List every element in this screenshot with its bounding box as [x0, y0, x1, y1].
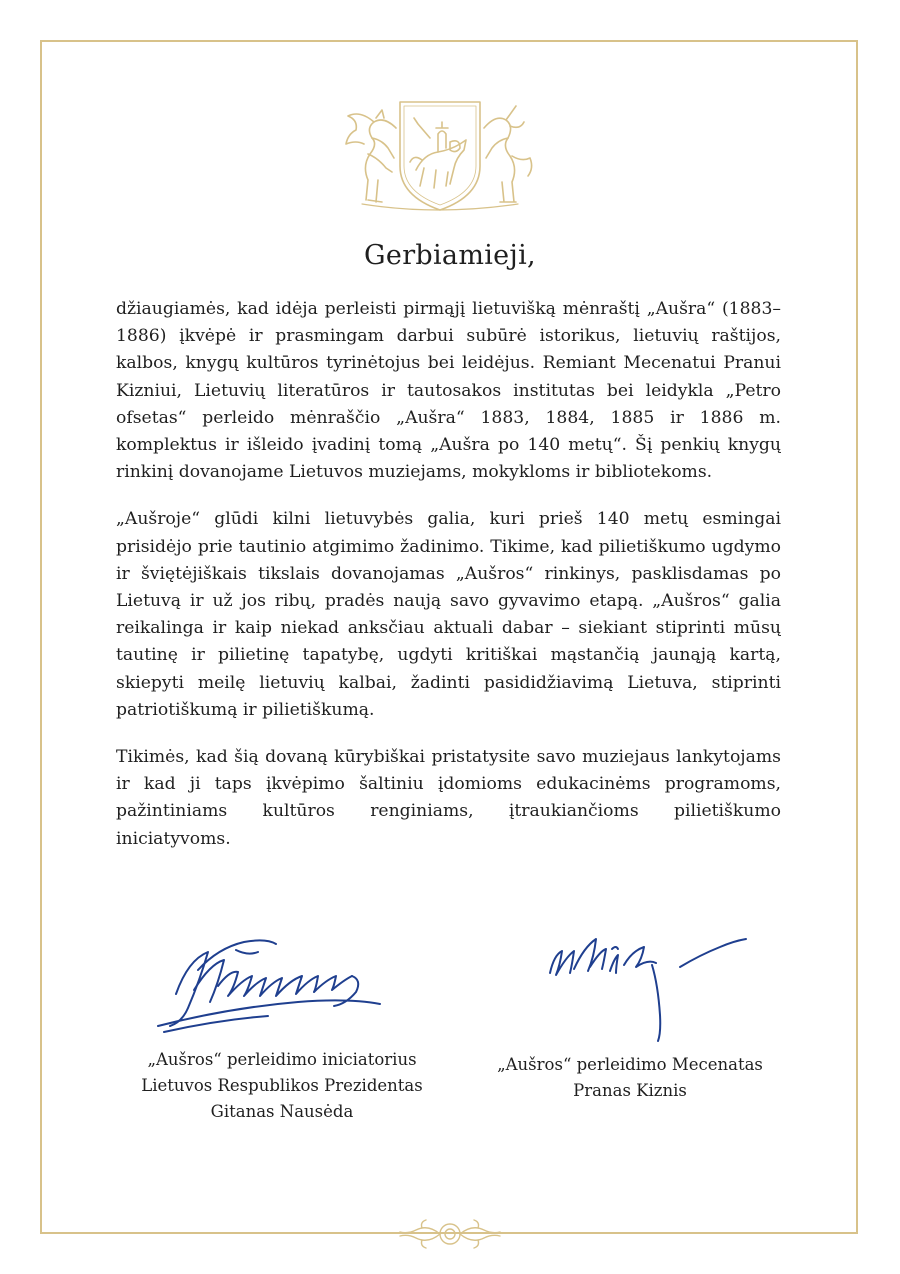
- patron-signature: [540, 925, 750, 1045]
- president-signature: [148, 930, 388, 1040]
- rosette-ornament-icon: [392, 1216, 508, 1252]
- signatory-left-role: „Aušros“ perleidimo iniciatorius: [147, 1050, 417, 1069]
- coat-of-arms-icon: [338, 88, 542, 220]
- letter-paragraph-1: džiaugiamės, kad idėja perleisti pirmąjį lietuvišką mėnraštį „Aušra“ (1883–1886) įkvėpė ir prasmingam darbui subūrė istorikus, lietuvių raštijos, kalbos, knygų kultūros tyrinėtojus bei leidėjus. Remiant Mecenatui Pranui Kizniui, Lietuvių literatūros ir tautosakos institutas bei leidykla „Petro ofsetas“ perleido mėnraščio „Aušra“ 1883, 1884, 1885 ir 1886 m. komplektus ir išleido įvadinį tomą „Aušra po 140 metų“. Šį penkių knygų rinkinį dovanojame Lietuvos muziejams, mokykloms ir bibliotekoms.: [116, 299, 781, 483]
- letter-paragraph-3: Tikimės, kad šią dovaną kūrybiškai pristatysite savo muziejaus lankytojams ir kad ji taps įkvėpimo šaltiniu įdomioms edukacinėms programoms, pažintiniams kultūros renginiams, įtraukiančioms pilietiškumo iniciatyvoms.: [116, 747, 781, 849]
- signatory-left-name: Gitanas Nausėda: [210, 1102, 354, 1121]
- signatory-left-title: Lietuvos Respublikos Prezidentas: [141, 1076, 423, 1095]
- signatory-right-role: „Aušros“ perleidimo Mecenatas: [497, 1055, 763, 1074]
- letter-body: [116, 296, 781, 853]
- letter-paragraph-2: „Aušroje“ glūdi kilni lietuvybės galia, kuri prieš 140 metų esmingai prisidėjo prie tautinio atgimimo žadinimo. Tikime, kad pilietiškumo ugdymo ir šviętėjiškais tikslais dovanojamas „Aušros“ rinkinys, pasklisdamas po Lietuvą ir už jos ribų, pradės naują savo gyvavimo etapą. „Aušros“ galia reikalinga ir kaip niekad anksčiau aktuali dabar – siekiant stiprinti mūsų tautinę ir pilietinę tapatybę, ugdyti kritiškai mąstančią jaunąją kartą, skiepyti meilę lietuvių kalbai, žadinti pasididžiavimą Lietuva, stiprinti patriotiškumą ir pilietiškumą.: [116, 509, 781, 720]
- signatory-left: [112, 1047, 452, 1125]
- signatory-right-name: Pranas Kiznis: [573, 1081, 687, 1100]
- letter-greeting: Gerbiamieji,: [364, 240, 536, 271]
- signatory-right: [460, 1052, 800, 1104]
